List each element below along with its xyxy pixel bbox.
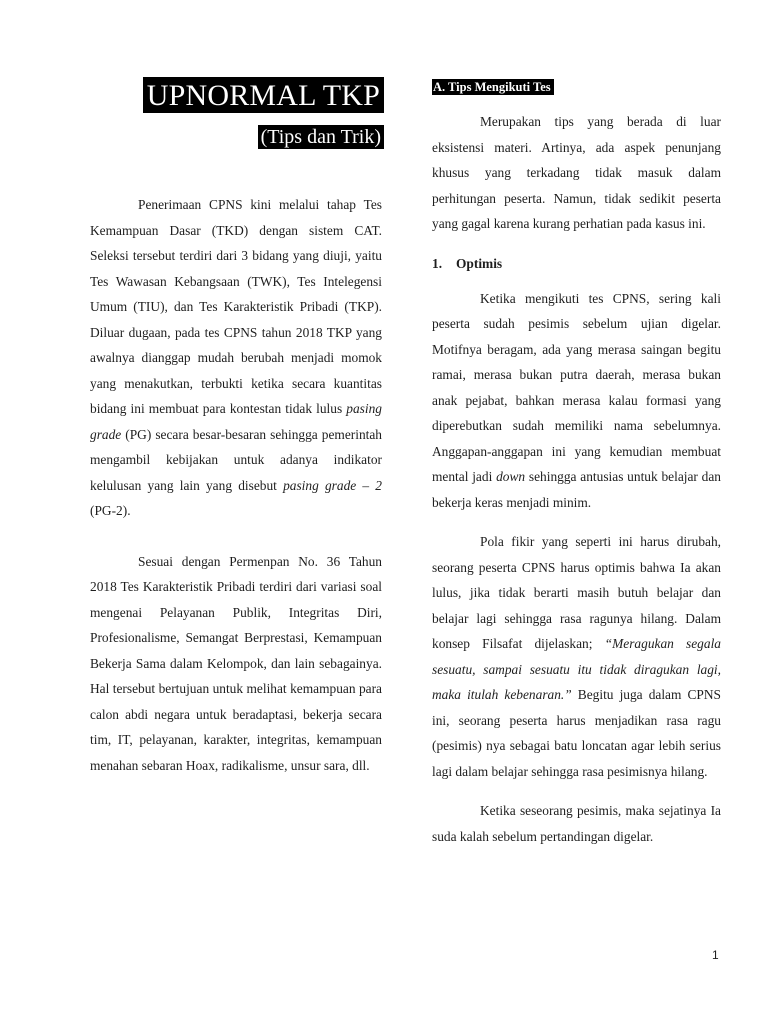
item-number: 1.	[432, 255, 443, 271]
text-run: Pola fikir yang seperti ini harus dirubah, seorang peserta CPNS harus optimis bahwa Ia akan lulus, jika tidak berarti masih butuh belajar dan belajar lagi sehingga rasa ragunya hilang. Dalam konsep Filsafat dijelaskan;	[432, 534, 721, 651]
item-title: Optimis	[456, 255, 503, 271]
page-number: 1	[712, 948, 719, 962]
section-heading: A. Tips Mengikuti Tes	[432, 79, 554, 95]
italic-term: down	[496, 469, 526, 484]
left-column	[90, 192, 382, 778]
page-subtitle: (Tips dan Trik)	[258, 125, 384, 149]
page-title: UPNORMAL TKP	[143, 77, 384, 113]
numbered-heading	[432, 254, 721, 274]
text-run: (PG) secara besar-besaran sehingga pemerintah mengambil kebijakan untuk adanya indikator kelulusan yang lain yang disebut	[90, 426, 382, 493]
text-run: Penerimaan CPNS kini melalui tahap Tes Kemampuan Dasar (TKD) dengan sistem CAT. Seleksi tersebut terdiri dari 3 bidang yang diuji, yaitu Tes Wawasan Kebangsaan (TWK), Tes Intelegensi Umum (TIU), dan Tes Karakteristik Pribadi (TKP). Diluar dugaan, pada tes CPNS tahun 2018 TKP yang awalnya dianggap mudah berubah menjadi momok yang menakutkan, terbukti ketika secara kuantitas bidang ini membuat para kontestan tidak lulus	[90, 197, 382, 416]
paragraph-optimis-1	[432, 286, 721, 516]
paragraph-optimis-3: Ketika seseorang pesimis, maka sejatinya Ia suda kalah sebelum pertandingan digelar.	[432, 803, 721, 844]
title-block	[123, 77, 384, 149]
text-run: Begitu juga dalam CPNS ini, seorang peserta harus menjadikan rasa ragu (pesimis) nya sebagai batu loncatan agar lebih serius lagi dalam belajar sehingga rasa pesimisnya hilang.	[432, 687, 721, 779]
paragraph-section-intro: Merupakan tips yang berada di luar eksistensi materi. Artinya, ada aspek penunjang khusus yang terkadang tidak masuk dalam perhitungan peserta. Namun, tidak sedikit peserta yang gagal karena kurang perhatian pada kasus ini.	[432, 114, 721, 231]
italic-quote: “Meragukan segala sesuatu, sampai sesuatu itu tidak diragukan lagi, maka itulah kebenaran.”	[432, 636, 721, 702]
paragraph-optimis-2	[432, 529, 721, 784]
italic-term: pasing grade	[90, 401, 382, 442]
paragraph-permenpan: Sesuai dengan Permenpan No. 36 Tahun 2018 Tes Karakteristik Pribadi terdiri dari variasi soal mengenai Pelayanan Publik, Integritas Diri, Profesionalisme, Semangat Berprestasi, Kemampuan Bekerja Sama dalam Kelompok, dan lain sebagainya. Hal tersebut bertujuan untuk melihat kemampuan para calon abdi negara untuk beradaptasi, bekerja secara tim, IT, pelayanan, karakter, integritas, kemampuan menahan sebaran Hoax, radikalisme, unsur sara, dll.	[90, 553, 382, 773]
text-run: Ketika mengikuti tes CPNS, sering kali peserta sudah pesimis sebelum ujian digelar. Motifnya beragam, ada yang merasa saingan begitu ramai, merasa bukan putra daerah, merasa bukan anak pejabat, bahkan merasa kalau formasi yang diperebutkan sudah memiliki nama sebelumnya. Anggapan-anggapan ini yang kemudian membuat mental jadi	[432, 290, 721, 484]
right-column	[432, 78, 721, 849]
paragraph-tkd-intro	[90, 192, 382, 524]
italic-term: pasing grade – 2	[283, 477, 382, 493]
text-run: sehingga antusias untuk belajar dan bekerja keras menjadi minim.	[432, 469, 721, 510]
text-run: (PG-2).	[90, 503, 131, 518]
